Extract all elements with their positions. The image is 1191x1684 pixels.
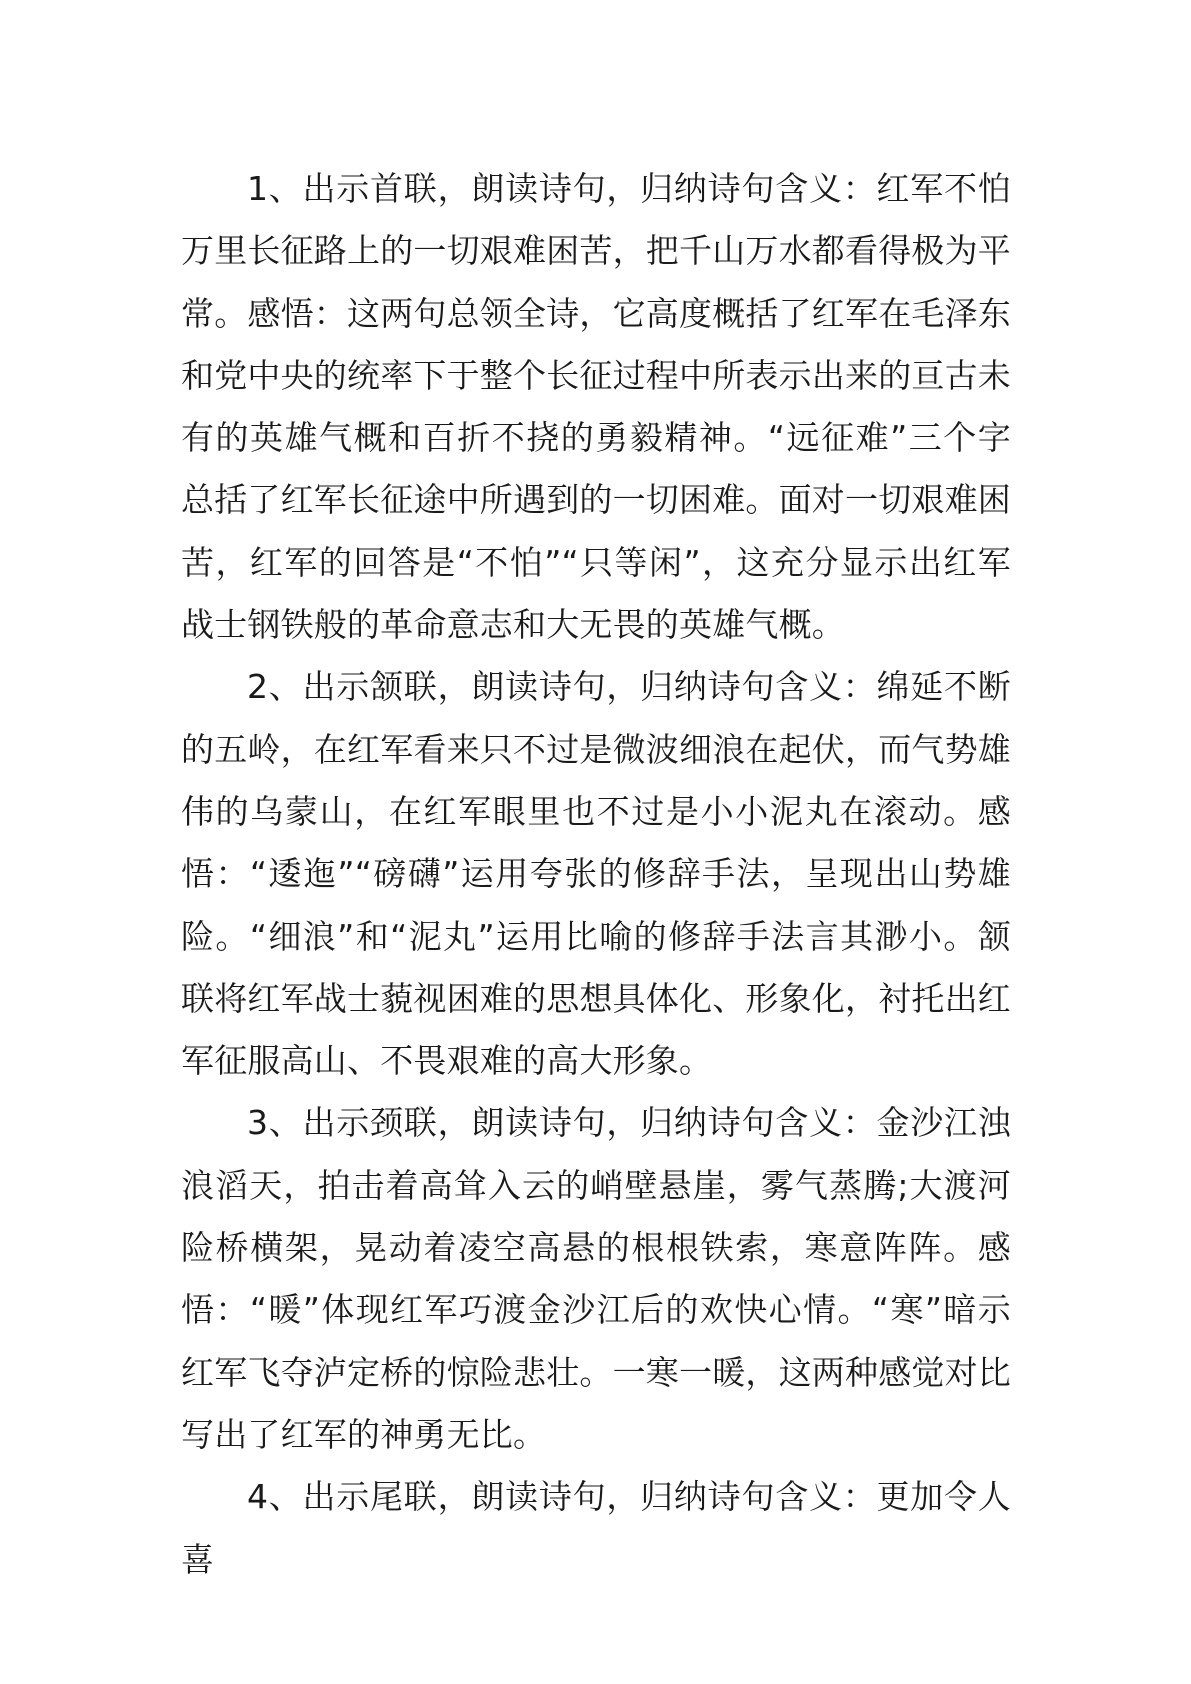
paragraph-4: 4、出示尾联，朗读诗句，归纳诗句含义：更加令人喜 (181, 1477, 1011, 1579)
paragraph-2: 2、出示颔联，朗读诗句，归纳诗句含义：绵延不断的五岭，在红军看来只不过是微波细浪在起伏，而气势雄伟的乌蒙山，在红军眼里也不过是小小泥丸在滚动。感悟：“逶迤”“磅礴”运用夸张的修辞手法，呈现出山势雄险。“细浪”和“泥丸”运用比喻的修辞手法言其渺小。颔联将红军战士藐视困难的思想具体化、形象化，衬托出红军征服高山、不畏艰难的高大形象。 (181, 667, 1011, 1081)
document-body (181, 158, 1011, 1591)
paragraph-1: 1、出示首联，朗读诗句，归纳诗句含义：红军不怕万里长征路上的一切艰难困苦，把千山万水都看得极为平常。感悟：这两句总领全诗，它高度概括了红军在毛泽东和党中央的统率下于整个长征过程中所表示出来的亘古未有的英雄气概和百折不挠的勇毅精神。“远征难”三个字总括了红军长征途中所遇到的一切困难。面对一切艰难困苦，红军的回答是“不怕”“只等闲”，这充分显示出红军战士钢铁般的革命意志和大无畏的英雄气概。 (181, 169, 1011, 645)
paragraph-3: 3、出示颈联，朗读诗句，归纳诗句含义：金沙江浊浪滔天，拍击着高耸入云的峭壁悬崖，雾气蒸腾;大渡河险桥横架，晃动着凌空高悬的根根铁索，寒意阵阵。感悟：“暖”体现红军巧渡金沙江后的欢快心情。“寒”暗示红军飞夺泸定桥的惊险悲壮。一寒一暖，这两种感觉对比写出了红军的神勇无比。 (181, 1103, 1011, 1454)
